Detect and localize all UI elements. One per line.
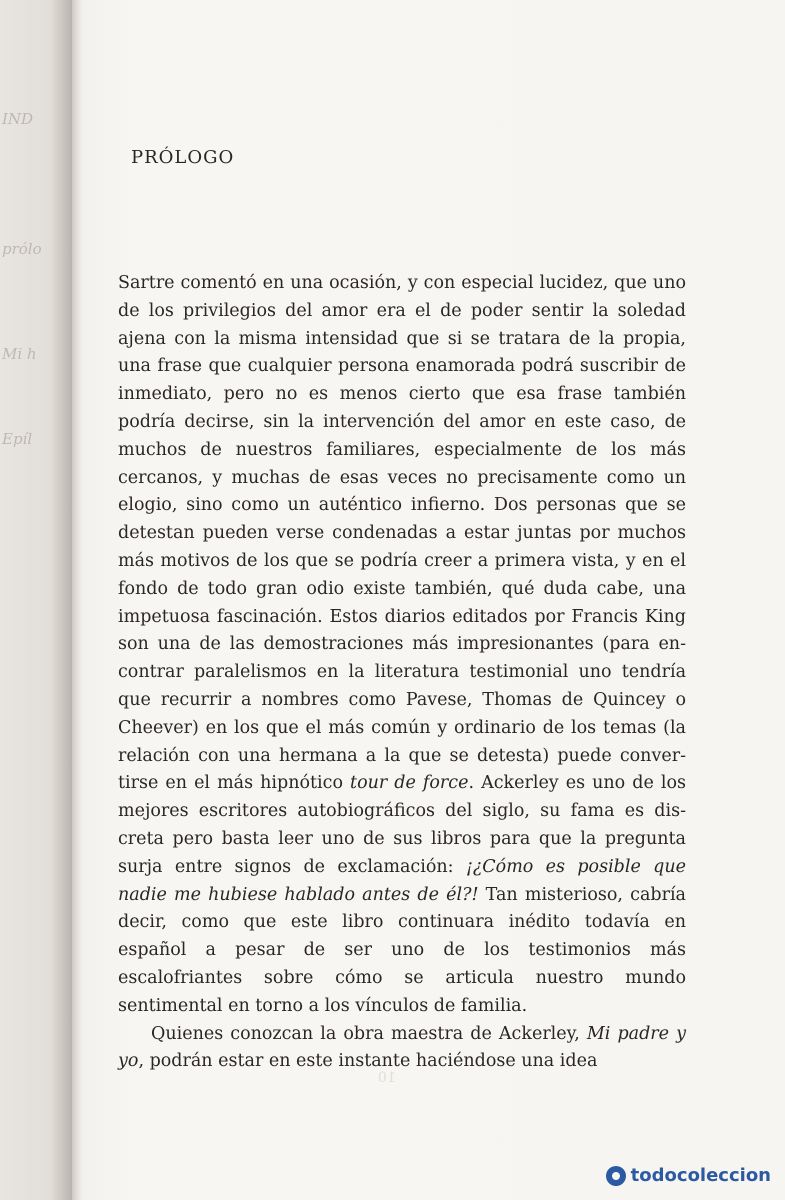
page-number: 10 [378,1070,396,1086]
facing-page-edge [0,0,72,1200]
margin-word: IND [2,110,34,128]
prologue-body [118,270,686,1076]
paragraph-2 [118,1021,686,1077]
margin-word: Epíl [2,430,33,448]
text-segment: Tan misterioso, cabría decir, como que este libro continuara inédito todavía en español a pesar de ser uno de los testimonios más escalofriantes sobre cómo se articula nuestro mundo sentimental en torno a los vínculos de familia. [118,884,686,1016]
watermark-icon [606,1166,626,1186]
italic-segment: ¡¿Cómo es posible que nadie me hubiese hablado antes de él?! [118,856,686,905]
margin-word: prólo [2,240,42,258]
text-segment: . Ackerley es uno de los mejores escritores autobiográficos del siglo, su fama es discreta pero basta leer uno de sus libros para que la pregunta surja entre signos de exclamación: [118,773,686,877]
text-segment: Quienes conozcan la obra maestra de Ackerley, [151,1023,587,1044]
watermark-text: todocoleccion [630,1165,771,1186]
paragraph-1 [118,270,686,1021]
text-segment: Sartre comentó en una ocasión, y con especial lucidez, que uno de los privilegios del amor era el de poder sentir la soledad ajena con la misma intensidad que si se tratara de la propia, una frase que cualquier persona enamorada podrá suscribir de inmediato, pero no es menos cierto que esa frase también podría decirse, sin la intervención del amor en este caso, de muchos de nuestros familiares, especialmente de los más cercanos, y muchas de esas veces no precisamente como un elogio, sino como un auténtico infierno. Dos personas que se detestan pueden verse condenadas a estar juntas por muchos más motivos de los que se podría creer a primera vista, y en el fondo de todo gran odio existe también, qué duda cabe, una impetuosa fascinación. Estos diarios editados por Francis King son una de las demostraciones más impresionantes (para encontrar paralelismos en la literatura testimonial uno tendría que recurrir a nombres como Pavese, Thomas de Quincey o Cheever) en los que el más común y ordinario de los temas (la relación con una hermana a la que se detesta) puede convertirse en el más hipnótico [118,273,686,794]
italic-segment: Mi padre y yo [118,1023,687,1072]
margin-word: Mi h [2,345,37,363]
text-segment: , podrán estar en este instante haciéndose una idea [138,1051,598,1072]
watermark-logo [606,1165,771,1186]
italic-segment: tour de force [350,773,469,794]
page-title: PRÓLOGO [131,147,235,168]
